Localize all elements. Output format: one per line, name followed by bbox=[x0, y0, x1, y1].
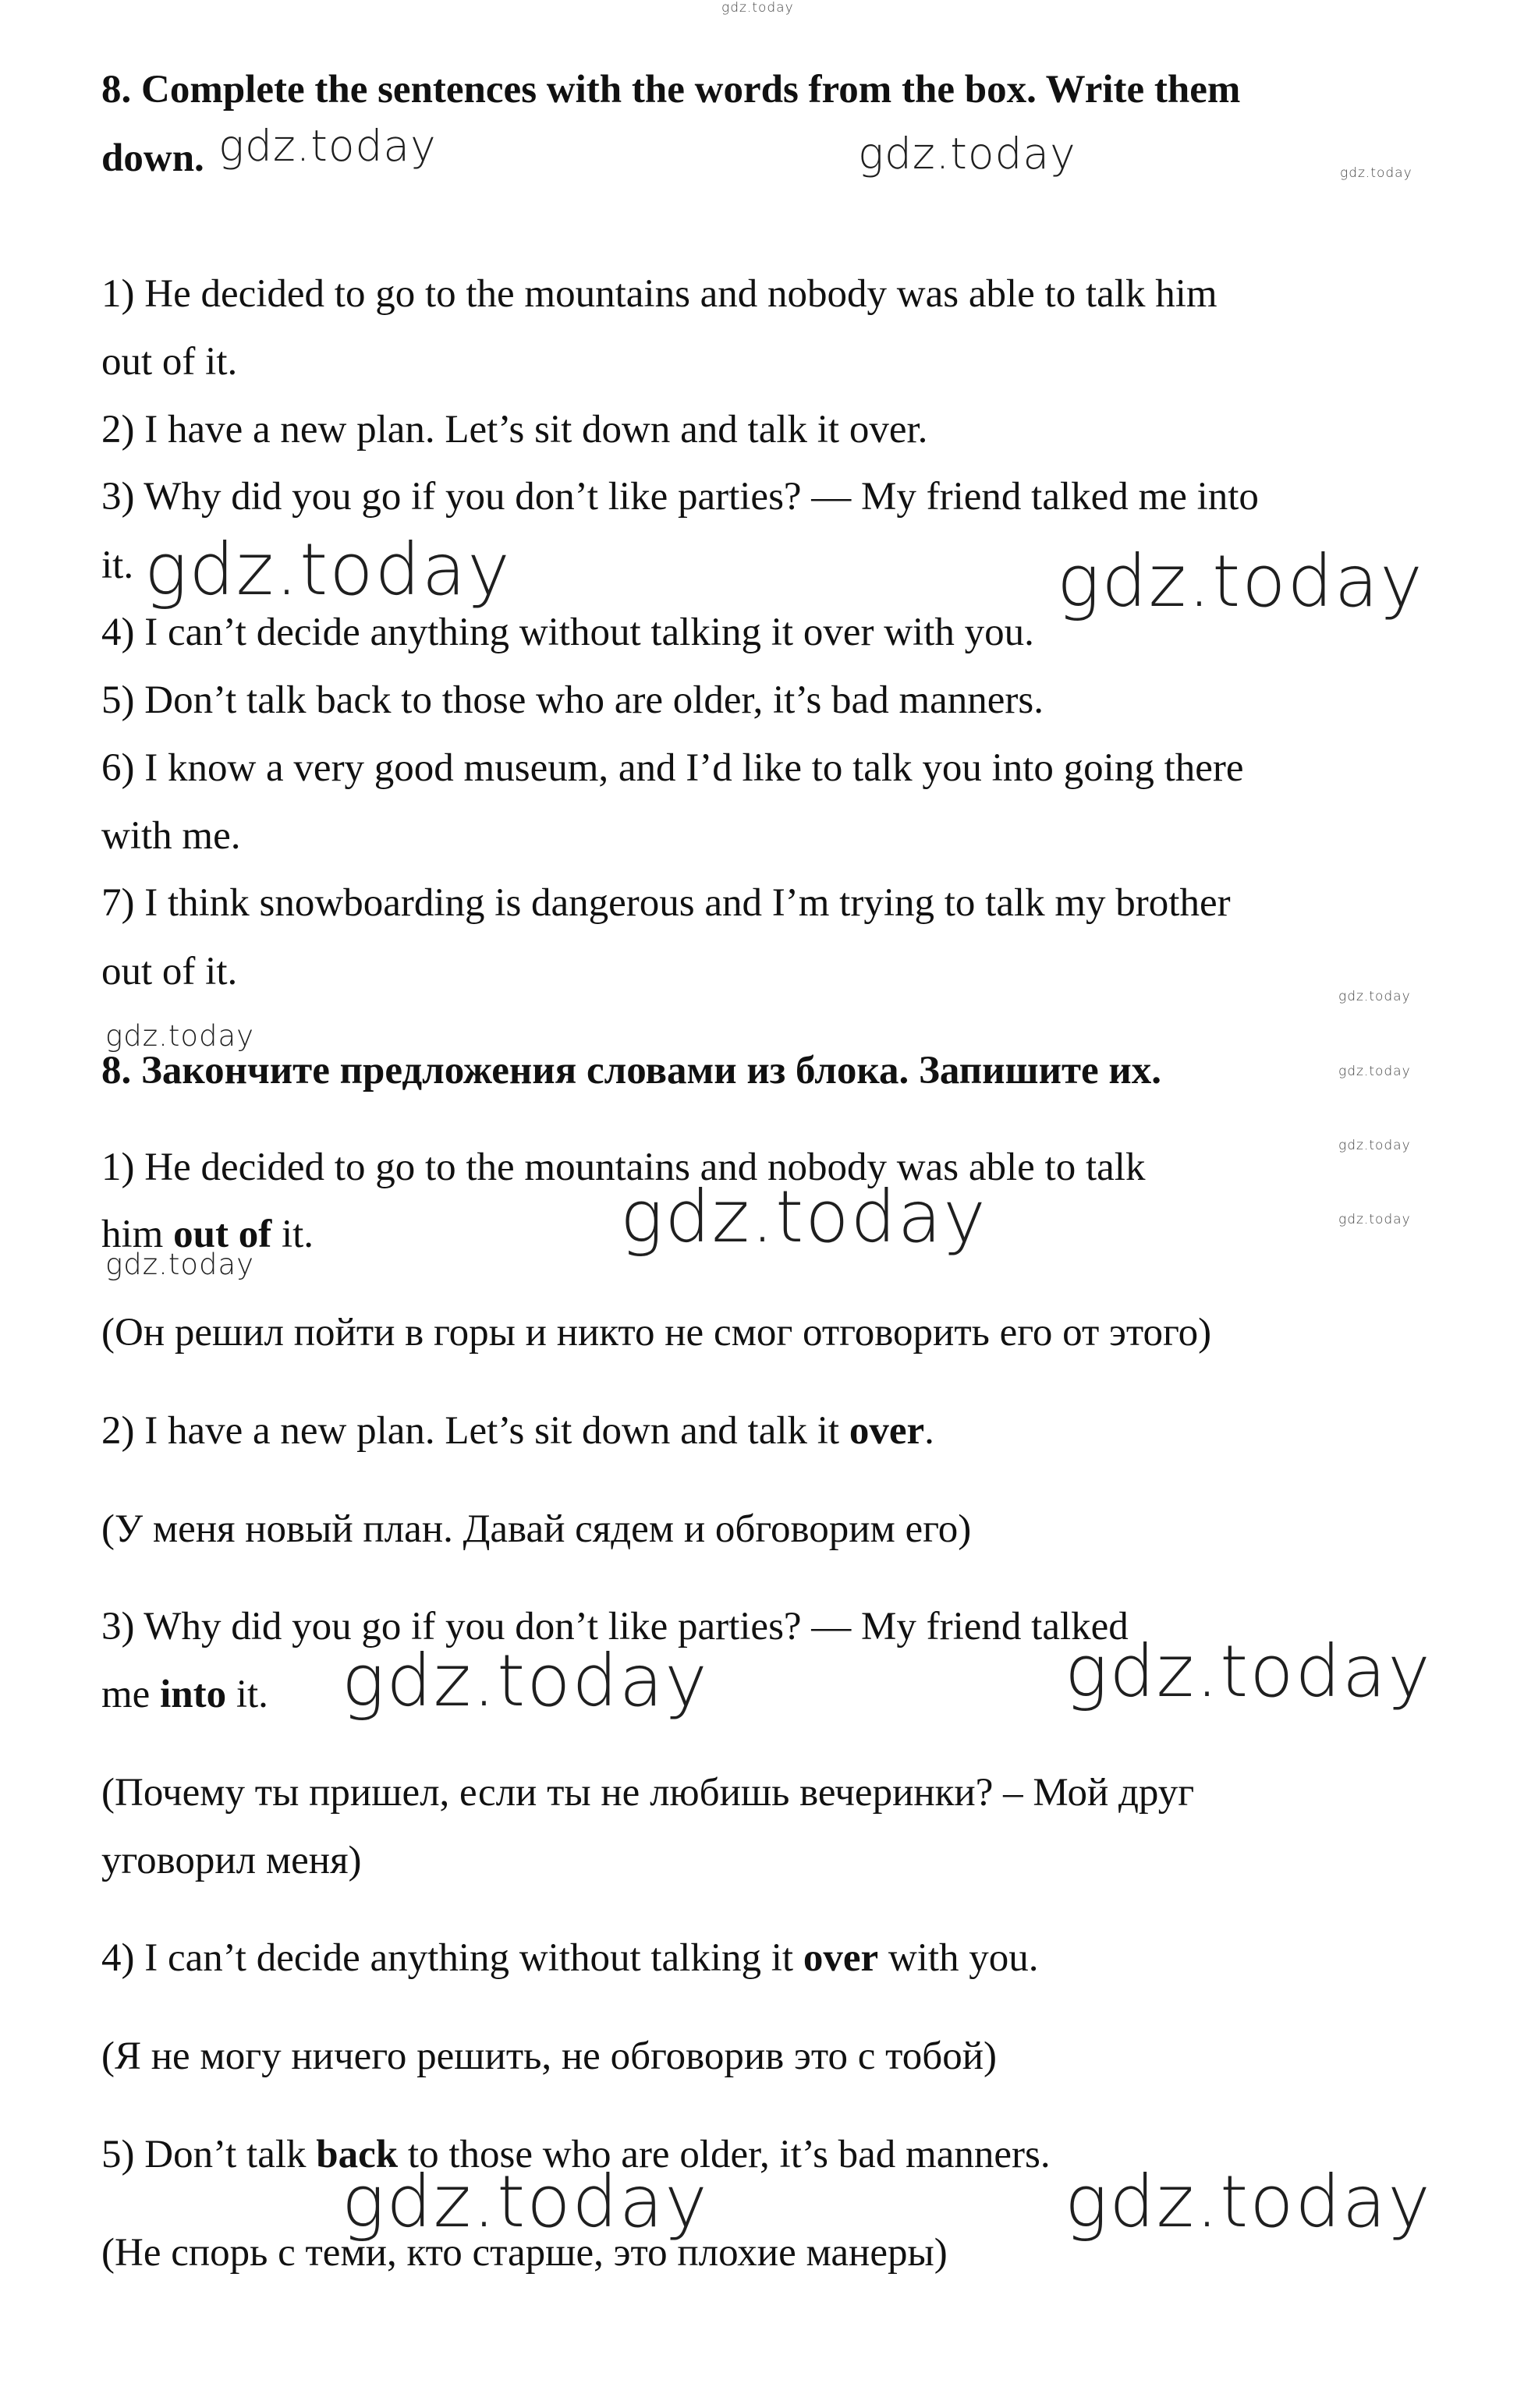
answer-text: me bbox=[101, 1673, 161, 1716]
answer-line: 3) Why did you go if you don’t like parties? — My friend talked bbox=[101, 1605, 1129, 1648]
watermark: gdz.today bbox=[1065, 2160, 1432, 2243]
sentence-line: 4) I can’t decide anything without talking it over with you. bbox=[101, 611, 1034, 654]
exercise-heading-en: 8. Complete the sentences with the words from the box. Write them bbox=[101, 68, 1241, 112]
watermark: gdz.today bbox=[858, 129, 1076, 179]
answer-text: 5) Don’t talk bbox=[101, 2133, 317, 2176]
sentence-line: 7) I think snowboarding is dangerous and I’m trying to talk my brother bbox=[101, 881, 1231, 925]
watermark: gdz.today bbox=[620, 1175, 987, 1259]
answer-word: over bbox=[803, 1936, 879, 1980]
sentence-line: 2) I have a new plan. Let’s sit down and talk it over. bbox=[101, 408, 928, 452]
watermark: gdz.today bbox=[342, 2160, 709, 2243]
sentence-line: it. bbox=[101, 544, 134, 587]
answer-text: him bbox=[101, 1213, 174, 1256]
watermark: gdz.today bbox=[105, 1248, 255, 1281]
exercise-heading-ru: 8. Закончите предложения словами из блока. Запишите их. bbox=[101, 1049, 1162, 1092]
answer-line: 1) He decided to go to the mountains and nobody was able to talk bbox=[101, 1146, 1146, 1189]
translation-line: (Он решил пойти в горы и никто не смог отговорить его от этого) bbox=[101, 1311, 1212, 1354]
watermark: gdz.today bbox=[1065, 1630, 1432, 1713]
translation-line: (У меня новый план. Давай сядем и обговорим его) bbox=[101, 1507, 972, 1551]
watermark: gdz.today bbox=[1338, 1138, 1411, 1153]
watermark: gdz.today bbox=[218, 121, 437, 171]
answer-text: 2) I have a new plan. Let’s sit down and talk it bbox=[101, 1409, 849, 1453]
watermark: gdz.today bbox=[342, 1639, 709, 1723]
sentence-line: 5) Don’t talk back to those who are older, it’s bad manners. bbox=[101, 678, 1044, 722]
answer-word: into bbox=[160, 1673, 227, 1716]
sentence-line: out of it. bbox=[101, 340, 238, 384]
translation-line: (Я не могу ничего решить, не обговорив это с тобой) bbox=[101, 2034, 997, 2078]
sentence-line: 3) Why did you go if you don’t like parties? — My friend talked me into bbox=[101, 475, 1259, 519]
sentence-line: 1) He decided to go to the mountains and nobody was able to talk him bbox=[101, 272, 1217, 316]
sentence-line: with me. bbox=[101, 814, 241, 858]
sentence-line: 6) I know a very good museum, and I’d like to talk you into going there bbox=[101, 746, 1244, 790]
answer-text: to those who are older, it’s bad manners. bbox=[398, 2133, 1051, 2176]
watermark: gdz.today bbox=[1338, 1064, 1411, 1079]
answer-line bbox=[101, 1675, 268, 1715]
answer-word: back bbox=[316, 2133, 399, 2176]
exercise-heading-en-cont: down. bbox=[101, 136, 204, 180]
answer-text: . bbox=[924, 1409, 934, 1453]
answer-word: over bbox=[849, 1409, 925, 1453]
watermark: gdz.today bbox=[1340, 165, 1412, 181]
watermark: gdz.today bbox=[721, 0, 794, 16]
translation-line: (Почему ты пришел, если ты не любишь вечеринки? – Мой друг bbox=[101, 1771, 1195, 1815]
answer-line bbox=[101, 1411, 934, 1451]
answer-text: it. bbox=[226, 1673, 268, 1716]
answer-line bbox=[101, 1936, 1039, 1980]
answer-text: with you. bbox=[878, 1936, 1039, 1980]
answer-word: out of bbox=[173, 1213, 272, 1256]
watermark: gdz.today bbox=[144, 528, 512, 611]
answer-text: 4) I can’t decide anything without talking it bbox=[101, 1936, 803, 1980]
sentence-line: out of it. bbox=[101, 950, 238, 993]
watermark: gdz.today bbox=[1338, 1212, 1411, 1227]
translation-line: (Не спорь с теми, кто старше, это плохие манеры) bbox=[101, 2231, 948, 2275]
translation-line: уговорил меня) bbox=[101, 1839, 362, 1882]
watermark: gdz.today bbox=[1338, 989, 1411, 1004]
answer-text: it. bbox=[271, 1213, 314, 1256]
watermark: gdz.today bbox=[1057, 540, 1424, 623]
watermark: gdz.today bbox=[105, 1019, 255, 1053]
